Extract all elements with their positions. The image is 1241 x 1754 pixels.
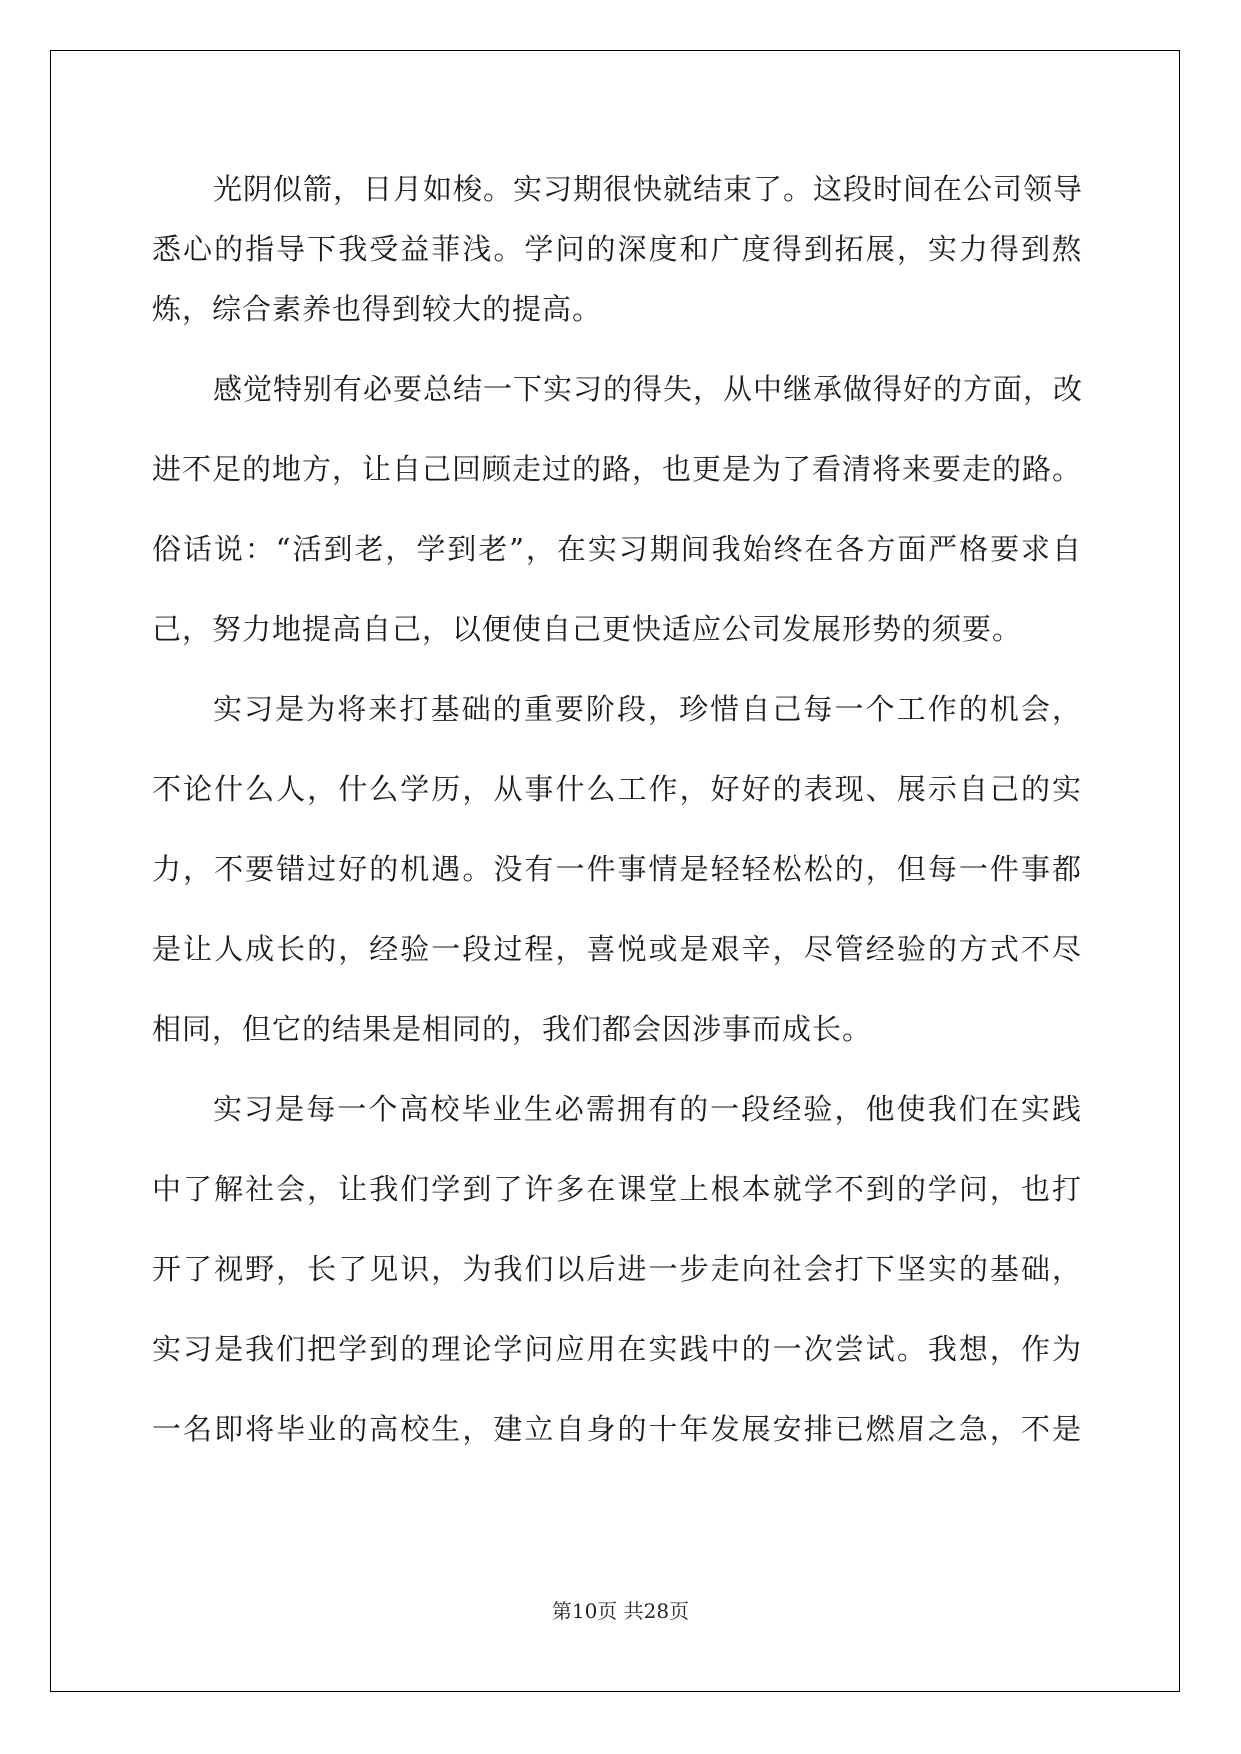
text-line: 是让人成长的，经验一段过程，喜悦或是艰辛，尽管经验的方式不尽 — [152, 932, 1082, 966]
page-number-footer: 第10页 共28页 — [551, 1599, 690, 1623]
text-line: 炼，综合素养也得到较大的提高。 — [152, 292, 603, 326]
text-line: 实习是我们把学到的理论学问应用在实践中的一次尝试。我想，作为 — [152, 1332, 1082, 1366]
text-line: 实习是每一个高校毕业生必需拥有的一段经验，他使我们在实践 — [213, 1092, 1082, 1126]
text-line: 悉心的指导下我受益菲浅。学问的深度和广度得到拓展，实力得到熬 — [152, 232, 1082, 266]
text-line: 力，不要错过好的机遇。没有一件事情是轻轻松松的，但每一件事都 — [152, 852, 1082, 886]
text-line: 俗话说：“活到老，学到老”，在实习期间我始终在各方面严格要求自 — [152, 532, 1082, 566]
text-line: 进不足的地方，让自己回顾走过的路，也更是为了看清将来要走的路。 — [152, 452, 1083, 486]
text-line: 实习是为将来打基础的重要阶段，珍惜自己每一个工作的机会， — [213, 692, 1082, 726]
text-line: 开了视野，长了见识，为我们以后进一步走向社会打下坚实的基础， — [152, 1252, 1082, 1286]
text-line: 光阴似箭，日月如梭。实习期很快就结束了。这段时间在公司领导 — [213, 172, 1084, 206]
text-line: 中了解社会，让我们学到了许多在课堂上根本就学不到的学问，也打 — [152, 1172, 1082, 1206]
text-line: 不论什么人，什么学历，从事什么工作，好好的表现、展示自己的实 — [152, 772, 1082, 806]
text-line: 一名即将毕业的高校生，建立自身的十年发展安排已燃眉之急，不是 — [152, 1412, 1082, 1446]
text-line: 己，努力地提高自己，以便使自己更快适应公司发展形势的须要。 — [152, 612, 1023, 646]
text-line: 相同，但它的结果是相同的，我们都会因涉事而成长。 — [152, 1012, 873, 1046]
text-line: 感觉特别有必要总结一下实习的得失，从中继承做得好的方面，改 — [213, 372, 1084, 406]
